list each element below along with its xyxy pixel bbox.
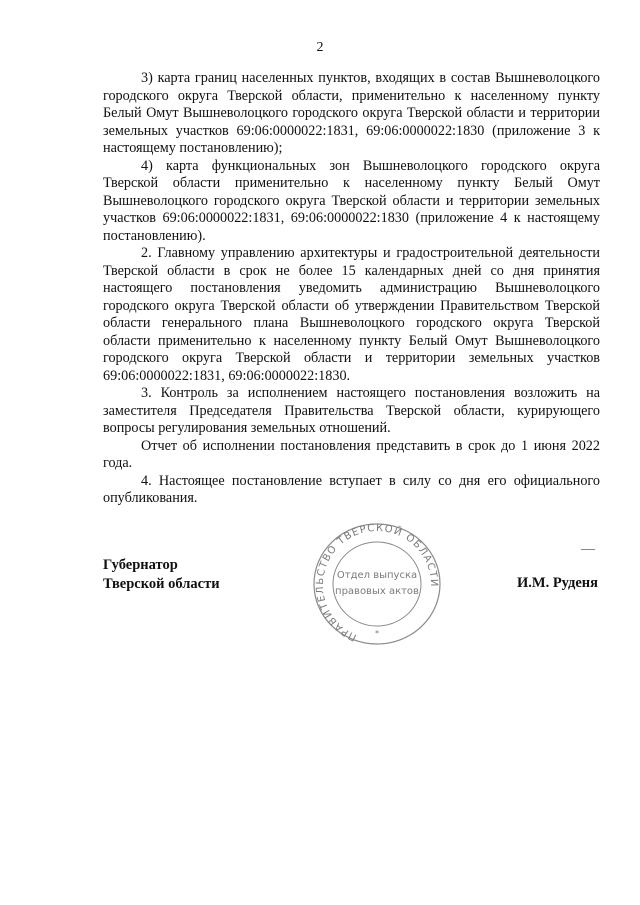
seal-center-line1: Отдел выпуска [336,570,418,581]
seal-ring-text: ПРАВИТЕЛЬСТВО ТВЕРСКОЙ ОБЛАСТИ [314,522,440,643]
paragraph-4: 4. Настоящее постановление вступает в силу со дня его официального опубликования. [103,472,600,506]
page-number: 2 [316,40,324,55]
paragraph-3: 3. Контроль за исполнением настоящего постановления возложить на заместителя Председателя Правительства Тверской области, курирующего вопросы регулирования земельных отношений. [103,385,600,436]
seal-star-icon: * [375,629,379,638]
paragraph-2: 2. Главному управлению архитектуры и градостроительной деятельности Тверской области в срок не более 15 календарных дней со дня принятия настоящего постановления уведомить администрацию Вышневолоцкого городского округа Тверской области об утверждении Правительством Тверской области генерального плана Вышневолоцкого городского округа Тверской области применительно к населенному пункту Белый Омут Вышневолоцкого городского округа Тверской области и территории земельных участков 69:06:0000022:1831, 69:06:0000022:1830. [103,245,600,384]
signatory-position [103,556,220,594]
seal-center-line2: правовых актов [335,586,419,597]
signatory-name: И.М. Руденя [516,575,598,591]
paragraph-item-3: 3) карта границ населенных пунктов, входящих в состав Вышневолоцкого городского округа Тверской области, применительно к населенному пункту Белый Омут Вышневолоцкого городского округа Тверской области и территории земельных участков 69:06:0000022:1831, 69:06:0000022:1830 (приложение 3 к настоящему постановлению); [103,70,600,156]
paragraph-report: Отчет об исполнении постановления представить в срок до 1 июня 2022 года. [103,437,600,471]
document-body [103,70,600,508]
official-seal [312,522,442,646]
signatory-title-line1: Губернатор [103,557,178,573]
paragraph-item-4: 4) карта функциональных зон Вышневолоцкого городского округа Тверской области применительно к населенному пункту Белый Омут Вышневолоцкого городского округа Тверской области и территории земельных участков 69:06:0000022:1831, 69:06:0000022:1830 (приложение 4 к настоящему постановлению). [103,157,600,244]
margin-mark [581,549,595,550]
signatory-title-line2: Тверской области [103,576,220,592]
